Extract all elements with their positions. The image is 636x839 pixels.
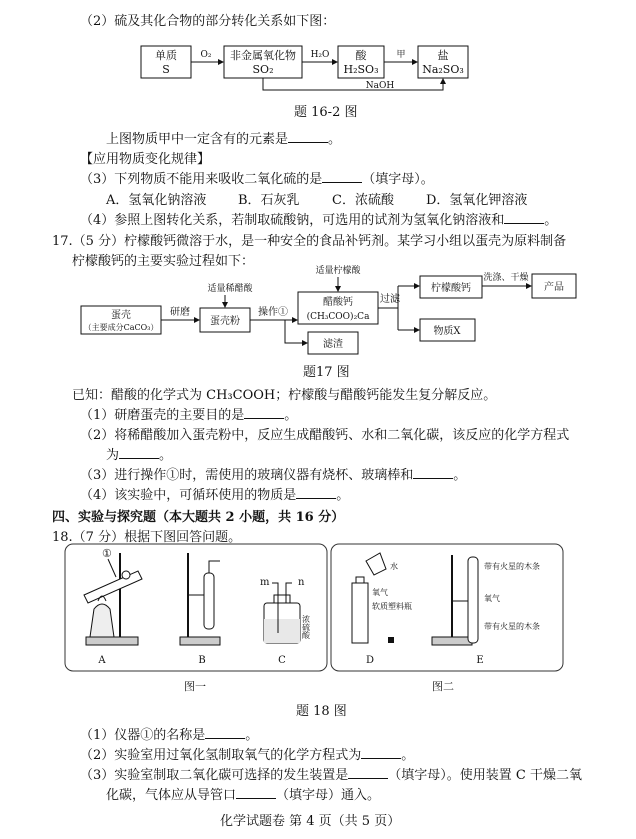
q17-2-line1: （2）将稀醋酸加入蛋壳粉中，反应生成醋酸钙、水和二氧化碳，该反应的化学方程式 bbox=[80, 428, 570, 443]
answer-blank[interactable] bbox=[296, 486, 336, 499]
section-4-title: 四、实验与探究题（本大题共 2 小题，共 16 分） bbox=[52, 510, 345, 525]
svg-text:蛋壳粉: 蛋壳粉 bbox=[210, 316, 240, 327]
node-x bbox=[420, 319, 475, 341]
q17-line2: 柠檬酸钙的主要实验过程如下： bbox=[72, 254, 255, 269]
q16-3-option-a: A．氢氧化钠溶液 bbox=[106, 193, 207, 208]
svg-text:滤渣: 滤渣 bbox=[323, 339, 343, 350]
node-calcium-citrate bbox=[420, 276, 482, 298]
node-calcium-acetate bbox=[298, 292, 378, 324]
fig16-2-caption: 题 16-2 图 bbox=[294, 105, 358, 120]
node-residue bbox=[308, 332, 358, 354]
node-s bbox=[141, 46, 191, 78]
answer-blank[interactable] bbox=[288, 130, 328, 143]
svg-text:物质X: 物质X bbox=[433, 326, 461, 337]
answer-blank[interactable] bbox=[504, 211, 544, 224]
node-so2 bbox=[224, 46, 302, 78]
svg-text:B: B bbox=[198, 655, 206, 666]
apparatus-c bbox=[260, 577, 311, 666]
answer-blank[interactable] bbox=[413, 466, 453, 479]
q16-3: （3）下列物质不能用来吸收二氧化硫的是 （填字母）。 bbox=[80, 172, 434, 187]
svg-text:C: C bbox=[278, 655, 286, 666]
apparatus-d bbox=[352, 553, 412, 666]
svg-text:A: A bbox=[98, 655, 106, 666]
svg-text:D: D bbox=[365, 655, 375, 666]
svg-text:酸: 酸 bbox=[355, 49, 367, 62]
q18-intro: 18.（7 分）根据下图回答问题。 bbox=[52, 530, 242, 545]
node-product bbox=[532, 274, 576, 298]
q18-1: （1）仪器①的名称是 。 bbox=[80, 728, 259, 743]
answer-blank[interactable] bbox=[361, 746, 401, 759]
svg-text:(CH₃COO)₂Ca: (CH₃COO)₂Ca bbox=[306, 312, 370, 322]
page-footer: 化学试题卷 第 4 页（共 5 页） bbox=[220, 814, 401, 829]
q17-2-line2: 为 。 bbox=[106, 448, 173, 463]
q17-line1: 17.（5 分）柠檬酸钙微溶于水，是一种安全的食品补钙剂。某学习小组以蛋壳为原料制备 bbox=[52, 234, 567, 249]
svg-text:H₂SO₃: H₂SO₃ bbox=[343, 63, 379, 76]
svg-text:柠檬酸钙: 柠檬酸钙 bbox=[431, 283, 471, 294]
svg-text:产品: 产品 bbox=[544, 282, 564, 293]
q18-2: （2）实验室用过氧化氢制取氧气的化学方程式为 。 bbox=[80, 748, 415, 763]
apparatus-a bbox=[84, 547, 142, 666]
section-apply: 【应用物质变化规律】 bbox=[80, 152, 211, 167]
svg-text:Na₂SO₃: Na₂SO₃ bbox=[422, 63, 464, 76]
svg-text:SO₂: SO₂ bbox=[252, 63, 274, 76]
svg-text:研磨: 研磨 bbox=[170, 307, 190, 318]
q17-known: 已知：醋酸的化学式为 CH₃COOH；柠檬酸与醋酸钙能发生复分解反应。 bbox=[72, 388, 497, 403]
figure-2-title: 图二 bbox=[432, 680, 454, 693]
answer-blank[interactable] bbox=[205, 726, 245, 739]
svg-text:H₂O: H₂O bbox=[310, 50, 330, 60]
svg-text:适量稀醋酸: 适量稀醋酸 bbox=[207, 284, 253, 294]
answer-blank[interactable] bbox=[119, 446, 159, 459]
svg-text:水: 水 bbox=[390, 562, 398, 571]
q18-3-line1: （3）实验室制取二氧化碳可选择的发生装置是 （填字母）。使用装置 C 干燥二氧 bbox=[80, 768, 582, 783]
q16-2-question: 上图物质甲中一定含有的元素是 。 bbox=[106, 132, 342, 147]
node-eggshell bbox=[81, 306, 161, 334]
sulfur-flow-diagram bbox=[140, 38, 470, 96]
q16-3-option-b: B．石灰乳 bbox=[238, 193, 300, 208]
svg-text:O₂: O₂ bbox=[200, 50, 212, 60]
q18-3-line2: 化碳，气体应从导管口 （填字母）通入。 bbox=[106, 788, 381, 803]
apparatus-e bbox=[432, 555, 540, 666]
svg-text:①: ① bbox=[102, 547, 112, 560]
svg-text:洗涤、干燥: 洗涤、干燥 bbox=[483, 273, 529, 283]
q16-3-option-d: D．氢氧化钾溶液 bbox=[426, 193, 528, 208]
node-h2so3 bbox=[338, 46, 384, 78]
svg-text:蛋壳: 蛋壳 bbox=[111, 310, 131, 321]
figure-1-apparatus bbox=[64, 543, 328, 673]
svg-text:盐: 盐 bbox=[437, 49, 449, 62]
answer-blank[interactable] bbox=[244, 406, 284, 419]
q16-4: （4）参照上图转化关系，若制取硫酸钠，可选用的试剂为氢氧化钠溶液和 。 bbox=[80, 213, 558, 228]
svg-text:适量柠檬酸: 适量柠檬酸 bbox=[315, 266, 361, 276]
q17-3: （3）进行操作①时，需使用的玻璃仪器有烧杯、玻璃棒和 。 bbox=[80, 468, 467, 483]
svg-text:软质塑料瓶: 软质塑料瓶 bbox=[372, 602, 412, 611]
svg-text:m: m bbox=[260, 577, 270, 588]
svg-text:E: E bbox=[476, 655, 484, 666]
svg-text:（主要成分CaCO₃）: （主要成分CaCO₃） bbox=[83, 323, 159, 332]
svg-text:带有火星的木条: 带有火星的木条 bbox=[484, 622, 540, 631]
fig17-caption: 题17 图 bbox=[303, 365, 350, 380]
node-na2so3 bbox=[418, 46, 468, 78]
answer-blank[interactable] bbox=[348, 766, 388, 779]
svg-text:非金属氧化物: 非金属氧化物 bbox=[230, 49, 296, 62]
svg-text:带有火星的木条: 带有火星的木条 bbox=[484, 562, 540, 571]
answer-blank[interactable] bbox=[322, 170, 362, 183]
svg-text:醋酸钙: 醋酸钙 bbox=[323, 297, 353, 308]
citrate-flow-diagram bbox=[80, 264, 580, 360]
svg-text:甲: 甲 bbox=[396, 50, 406, 60]
svg-text:操作①: 操作① bbox=[258, 307, 288, 318]
svg-text:过滤: 过滤 bbox=[380, 294, 400, 305]
q16-3-option-c: C．浓硫酸 bbox=[332, 193, 394, 208]
node-powder bbox=[200, 308, 250, 332]
figure-1-title: 图一 bbox=[184, 680, 206, 693]
fig18-caption: 题 18 图 bbox=[296, 704, 347, 719]
svg-text:浓硫酸: 浓硫酸 bbox=[301, 615, 311, 639]
svg-text:氧气: 氧气 bbox=[372, 588, 388, 597]
svg-text:氧气: 氧气 bbox=[484, 594, 500, 603]
q16-2-intro: （2）硫及其化合物的部分转化关系如下图： bbox=[80, 14, 336, 29]
apparatus-b bbox=[180, 553, 220, 666]
svg-text:单质: 单质 bbox=[155, 49, 177, 62]
answer-blank[interactable] bbox=[236, 786, 276, 799]
q17-1: （1）研磨蛋壳的主要目的是 。 bbox=[80, 408, 298, 423]
q17-4: （4）该实验中，可循环使用的物质是 。 bbox=[80, 488, 350, 503]
svg-text:S: S bbox=[162, 63, 170, 76]
svg-text:NaOH: NaOH bbox=[365, 81, 395, 91]
figure-2-apparatus bbox=[330, 543, 564, 673]
svg-text:n: n bbox=[298, 577, 305, 588]
